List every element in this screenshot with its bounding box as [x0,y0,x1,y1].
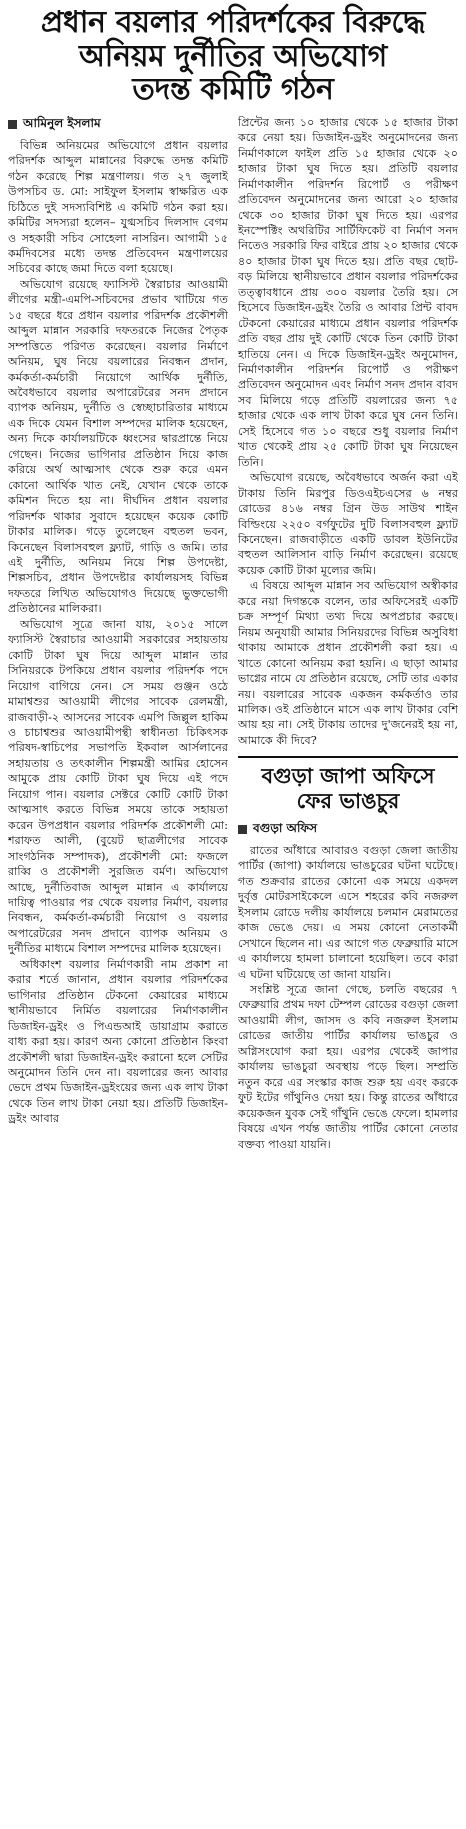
second-story-byline-text: বগুড়া অফিস [253,820,318,835]
paragraph: অভিযোগ সূত্রে জানা যায়, ২০১৫ সালে ফ্যাসিস্ট স্বৈরাচার আওয়ামী সরকারের সহায়তায় কোটি টাকা ঘুষ দিয়ে আব্দুল মান্নান তার সিনিয়রকে টপকিয়ে প্রধান বয়লার পরিদর্শক পদে নিয়োগ বাগিয়ে নেন। সে সময় গুঞ্জন ওঠে মামাশ্বশুর আওয়ামী লীগের সাবেক রেলমন্ত্রী, রাজবাড়ী-২ আসনের সাবেক এমপি জিল্লুল হাকিম ও চাচাশ্বশুর আওয়ামীপন্থী স্বাধীনতা চিকিৎসক পরিষদ-স্বাচিপের সভাপতি ইকবাল আর্সলানের সহায়তায় ও তৎকালীন শিল্পমন্ত্রী আমির হোসেন আমুকে প্রায় কোটি টাকা ঘুষ দিয়ে এই পদে নিয়োগ পান। বয়লার সেক্টরে কোটি কোটি টাকা আত্মসাৎ করতে বিভিন্ন সময়ে তাকে সহায়তা করেন উপপ্রধান বয়লার পরিদর্শক প্রকৌশলী মো: শরাফত আলী, (বুয়েট ছাত্রলীগের সাবেক সাংগঠনিক সম্পাদক), প্রকৌশলী মো: ফজলে রাব্বি ও প্রকৌশলী সুরজিত বর্মণ। অভিযোগ আছে, দুর্নীতিবাজ আব্দুল মান্নান এ কার্যালয়ে দায়িত্ব পাওয়ার পর থেকে বয়লার নির্মাণ, বয়লার নিবন্ধন, কর্মকর্তা-কর্মচারী নিয়োগ ও বয়লার অপারেটরের সনদ প্রদানে ব্যাপক অনিয়ম ও দুর্নীতির মাধ্যমে বিশাল সম্পদের মালিক হয়েছেন। [8,617,228,956]
column-left [8,115,228,1805]
second-headline-line-2: ফের ভাঙচুর [296,789,400,814]
article-headline [8,6,458,107]
byline-author: আমিনুল ইসলাম [23,115,101,130]
second-headline-line-1: বগুড়া জাপা অফিসে [261,764,435,789]
second-story-byline [238,820,458,840]
second-story-headline [238,756,458,814]
paragraph: অধিকাংশ বয়লার নির্মাণকারী নাম প্রকাশ না করার শর্তে জানান, প্রধান বয়লার পরিদর্শকের ভাগিনার প্রতিষ্ঠান টেকনো কেয়ারের মাধ্যমে স্থানীয়ভাবে নির্মিত বয়লারের নির্মাণকালীন ডিজাইন-ড্রইং ও পিএন্ডআই ডায়াগ্রাম করাতে বাধ্য করা হয়। কারণ অন্য কোনো প্রতিষ্ঠান কিংবা প্রকৌশলী দ্বারা ডিজাইন-ড্রইং করানো হলে সেটির অনুমোদন তিনি দেন না। বয়লারের জন্য আবার ভেদে প্রথম ডিজাইন-ড্রইংয়ের জন্য এক লাখ টাকা থেকে তিন লাখ টাকা নেয়া হয়। প্রতিটি ডিজাইন-ড্রইং আবার [8,957,228,1126]
column-right [238,115,458,1805]
square-bullet-icon [8,120,17,129]
paragraph: বিভিন্ন অনিয়মের অভিযোগে প্রধান বয়লার পরিদর্শক আব্দুল মান্নানের বিরুদ্ধে তদন্ত কমিটি গঠন করেছে শিল্প মন্ত্রণালয়। গত ২৭ জুলাই উপসচিব ড. মো: সাইফুল ইসলাম স্বাক্ষরিত এক চিঠিতে দুই সদস্যবিশিষ্ট এ কমিটি গঠন করা হয়। কমিটির সদস্যরা হলেন– যুগ্মসচিব দিলসাদ বেগম ও সহকারী সচিব সোহেলা নাসরিন। আগামী ১৫ কর্মদিবসের মধ্যে তদন্ত প্রতিবেদন মন্ত্রণালয়ের সচিবের কাছে জমা দিতে বলা হয়েছে। [8,138,228,276]
paragraph: এ বিষয়ে আব্দুল মান্নান সব অভিযোগ অস্বীকার করে নয়া দিগন্তকে বলেন, তার অফিসেরই একটি চক্র সম্পূর্ণ মিথ্যা তথ্য দিয়ে অপপ্রচার করছে। নিয়ম অনুযায়ী আমার সিনিয়রদের বিভিন্ন অসুবিধা থাকায় আমাকে প্রধান প্রকৌশলী করা হয়। এ খাতে কোনো অনিয়ম করা হয়নি। এ ছাড়া আমার ভাগ্নের নামে যে প্রতিষ্ঠান রয়েছে, সেটি তার একার নয়। বয়লারের সাবেক একজন কর্মকর্তাও তার মালিক। ওই প্রতিষ্ঠানে মাসে এক লাখ টাকার বেশি আয় হয় না। সেই টাকায় তাদের দু'জনেরই হয় না, আমাকে কী দিবে? [238,579,458,747]
headline-line-3: তদন্ত কমিটি গঠন [132,72,334,108]
article-columns [8,115,458,1805]
headline-line-1: প্রধান বয়লার পরিদর্শকের বিরুদ্ধে [40,5,426,40]
square-bullet-icon [238,825,247,834]
headline-line-2: অনিয়ম দুর্নীতির অভিযোগ [79,38,387,74]
paragraph: সংশ্লিষ্ট সূত্রে জানা গেছে, চলতি বছরের ৭ ফেব্রুয়ারি প্রথম দফা টেম্পল রোডের বগুড়া জেলা আওয়ামী লীগ, জাসদ ও কবি নজরুল ইসলাম রোডের জাতীয় পার্টির কার্যালয় ভাঙচুর ও অগ্নিসংযোগ করা হয়। এরপর থেকেই জাপার কার্যালয় ভাঙচুরা অবস্থায় পড়ে ছিল। সম্প্রতি নতুন করে এর সংস্কার কাজ শুরু হয় এবং করকে ফুট ইটের গাঁথুনিও দেয়া হয়। কিন্তু রাতের আঁধারে কয়েকজন যুবক সেই গাঁথুনি ভেঙে ফেলে। হামলার বিষয়ে এখন পর্যন্ত জাতীয় পার্টির কোনো নেতার বক্তব্য পাওয়া যায়নি। [238,982,458,1151]
paragraph: অভিযোগ রয়েছে, অবৈধভাবে অর্জন করা এই টাকায় তিনি মিরপুর ডিওএইচএসের ৬ নম্বর রোডের ৪১৬ নম্বর গ্রিন উড সাউথ শাইন বিল্ডিংয়ে ২২৫০ বর্গফুটের দুটি বিলাসবহুল ফ্ল্যাট কিনেছেন। রাজবাড়ীতে একটি ডাবল ইউনিটের বহুতল আলিসান বাড়ি নির্মাণ করেছেন। রয়েছে কয়েক কোটি টাকা মূল্যের জমি। [238,471,458,577]
byline [8,115,228,135]
paragraph: অভিযোগ রয়েছে ফ্যাসিস্ট স্বৈরাচার আওয়ামী লীগের মন্ত্রী-এমপি-সচিবদের প্রভাব খাটিয়ে গত ১৫ বছরে ধরে প্রধান বয়লার পরিদর্শক প্রকৌশলী আব্দুল মান্নান সরকারি দফতরকে নিজের পৈতৃক সম্পত্তিতে পরিণত করেছেন। বয়লার নির্মাণে অনিয়ম, ঘুষ নিয়ে বয়লারের নিবন্ধন প্রদান, কর্মকর্তা-কর্মচারী নিয়োগে আর্থিক দুর্নীতি, অবৈধভাবে বয়লার অপারেটরের সনদ প্রদানে ব্যাপক অনিয়ম, দুর্নীতি ও স্বেচ্ছাচারিতার মাধ্যমে এক দিকে যেমন বিশাল সম্পদের মালিক হয়েছেন, অন্য দিকে কার্যালয়টিকে ধ্বংসের দ্বারপ্রান্তে নিয়ে গেছেন। নিজের ভাগিনার প্রতিষ্ঠান দিয়ে কাজ করিয়ে অর্থ আত্মসাৎ থেকে শুরু করে এমন কোনো আর্থিক খাত নেই, যেখান থেকে তাকে কমিশন দিতে হয় না। দীর্ঘদিন প্রধান বয়লার পরিদর্শক থাকার সুবাদে হয়েছেন কয়েক কোটি টাকার মালিক। গড়ে তুলেছেন বহুতল ভবন, কিনেছেন বিলাসবহুল ফ্ল্যাট, গাড়ি ও জমি। তার এই দুর্নীতি, অনিয়ম নিয়ে শিল্প উপদেষ্টা, শিল্পসচিব, প্রধান উপদেষ্টার কার্যালয়সহ বিভিন্ন দফতরে লিখিত অভিযোগও দিয়েছে ভুক্তভোগী প্রতিষ্ঠানের মালিকরা। [8,277,228,616]
paragraph: রাতের আঁধারে আবারও বগুড়া জেলা জাতীয় পার্টির (জাপা) কার্যালয়ে ভাঙচুরের ঘটনা ঘটেছে। গত শুক্রবার রাতের কোনো এক সময়ে একদল দুর্বৃত্ত মোটরসাইকেলে এসে শহরের কবি নজরুল ইসলাম রোডে দলীয় কার্যালয়ে চলমান মেরামতের কাজ ভেঙে দেয়। এ সময় কোনো নেতাকর্মী সেখানে ছিলেন না। এর আগে গত ফেব্রুয়ারি মাসে এ কার্যালয়ে হামলা চালানো হয়েছিল। তবে কারা এ ঘটনা ঘটিয়েছে তা জানা যায়নি। [238,843,458,981]
paragraph-continued: প্রিন্টের জন্য ১০ হাজার থেকে ১৫ হাজার টাকা করে নেয়া হয়। ডিজাইন-ড্রইং অনুমোদনের জন্য নির্মাণকালে ফাইল প্রতি ১৫ হাজার থেকে ২০ হাজার টাকা ঘুষ দিতে হয়। প্রতিটি বয়লার নির্মাণকালীন পরিদর্শন রিপোর্ট ও পরীক্ষণ প্রতিবেদন অনুমোদনের জন্য আরো ২০ হাজার থেকে ৩০ হাজার টাকা ঘুষ দিতে হয়। এরপর ইনস্পেক্টিং অথরিটির সার্টিফিকেট বা নির্মাণ সনদ নিতেও সরকারি ফির বাইরে প্রায় ২০ হাজার থেকে ৪০ হাজার টাকা ঘুষ দিতে হয়। প্রতি বছর ছোট-বড় মিলিয়ে স্থানীয়ভাবে প্রধান বয়লার পরিদর্শকের তত্ত্বাবধানে প্রায় ৩০০ বয়লার তৈরি হয়। সে হিসেবে ডিজাইন-ড্রইং তৈরি ও আবার প্রিন্ট বাবদ টেকনো কেয়ারের মাধ্যমে প্রধান বয়লার পরিদর্শক প্রতি বছর প্রায় দুই কোটি থেকে তিন কোটি টাকা হাতিয়ে নেন। এ দিকে ডিজাইন-ড্রইং অনুমোদন, নির্মাণকালীন পরিদর্শন রিপোর্ট ও পরীক্ষণ প্রতিবেদন অনুমোদন এবং নির্মাণ সনদ প্রদান বাবদ সব মিলিয়ে গড়ে প্রতিটি বয়লারের জন্য ৭৫ হাজার থেকে এক লাখ টাকা করে ঘুষ নেন তিনি। সেই হিসেবে গত ১০ বছরে শুধু বয়লার নির্মাণ খাত থেকেই প্রায় ২৫ কোটি টাকা ঘুষ নিয়েছেন তিনি। [238,115,458,469]
